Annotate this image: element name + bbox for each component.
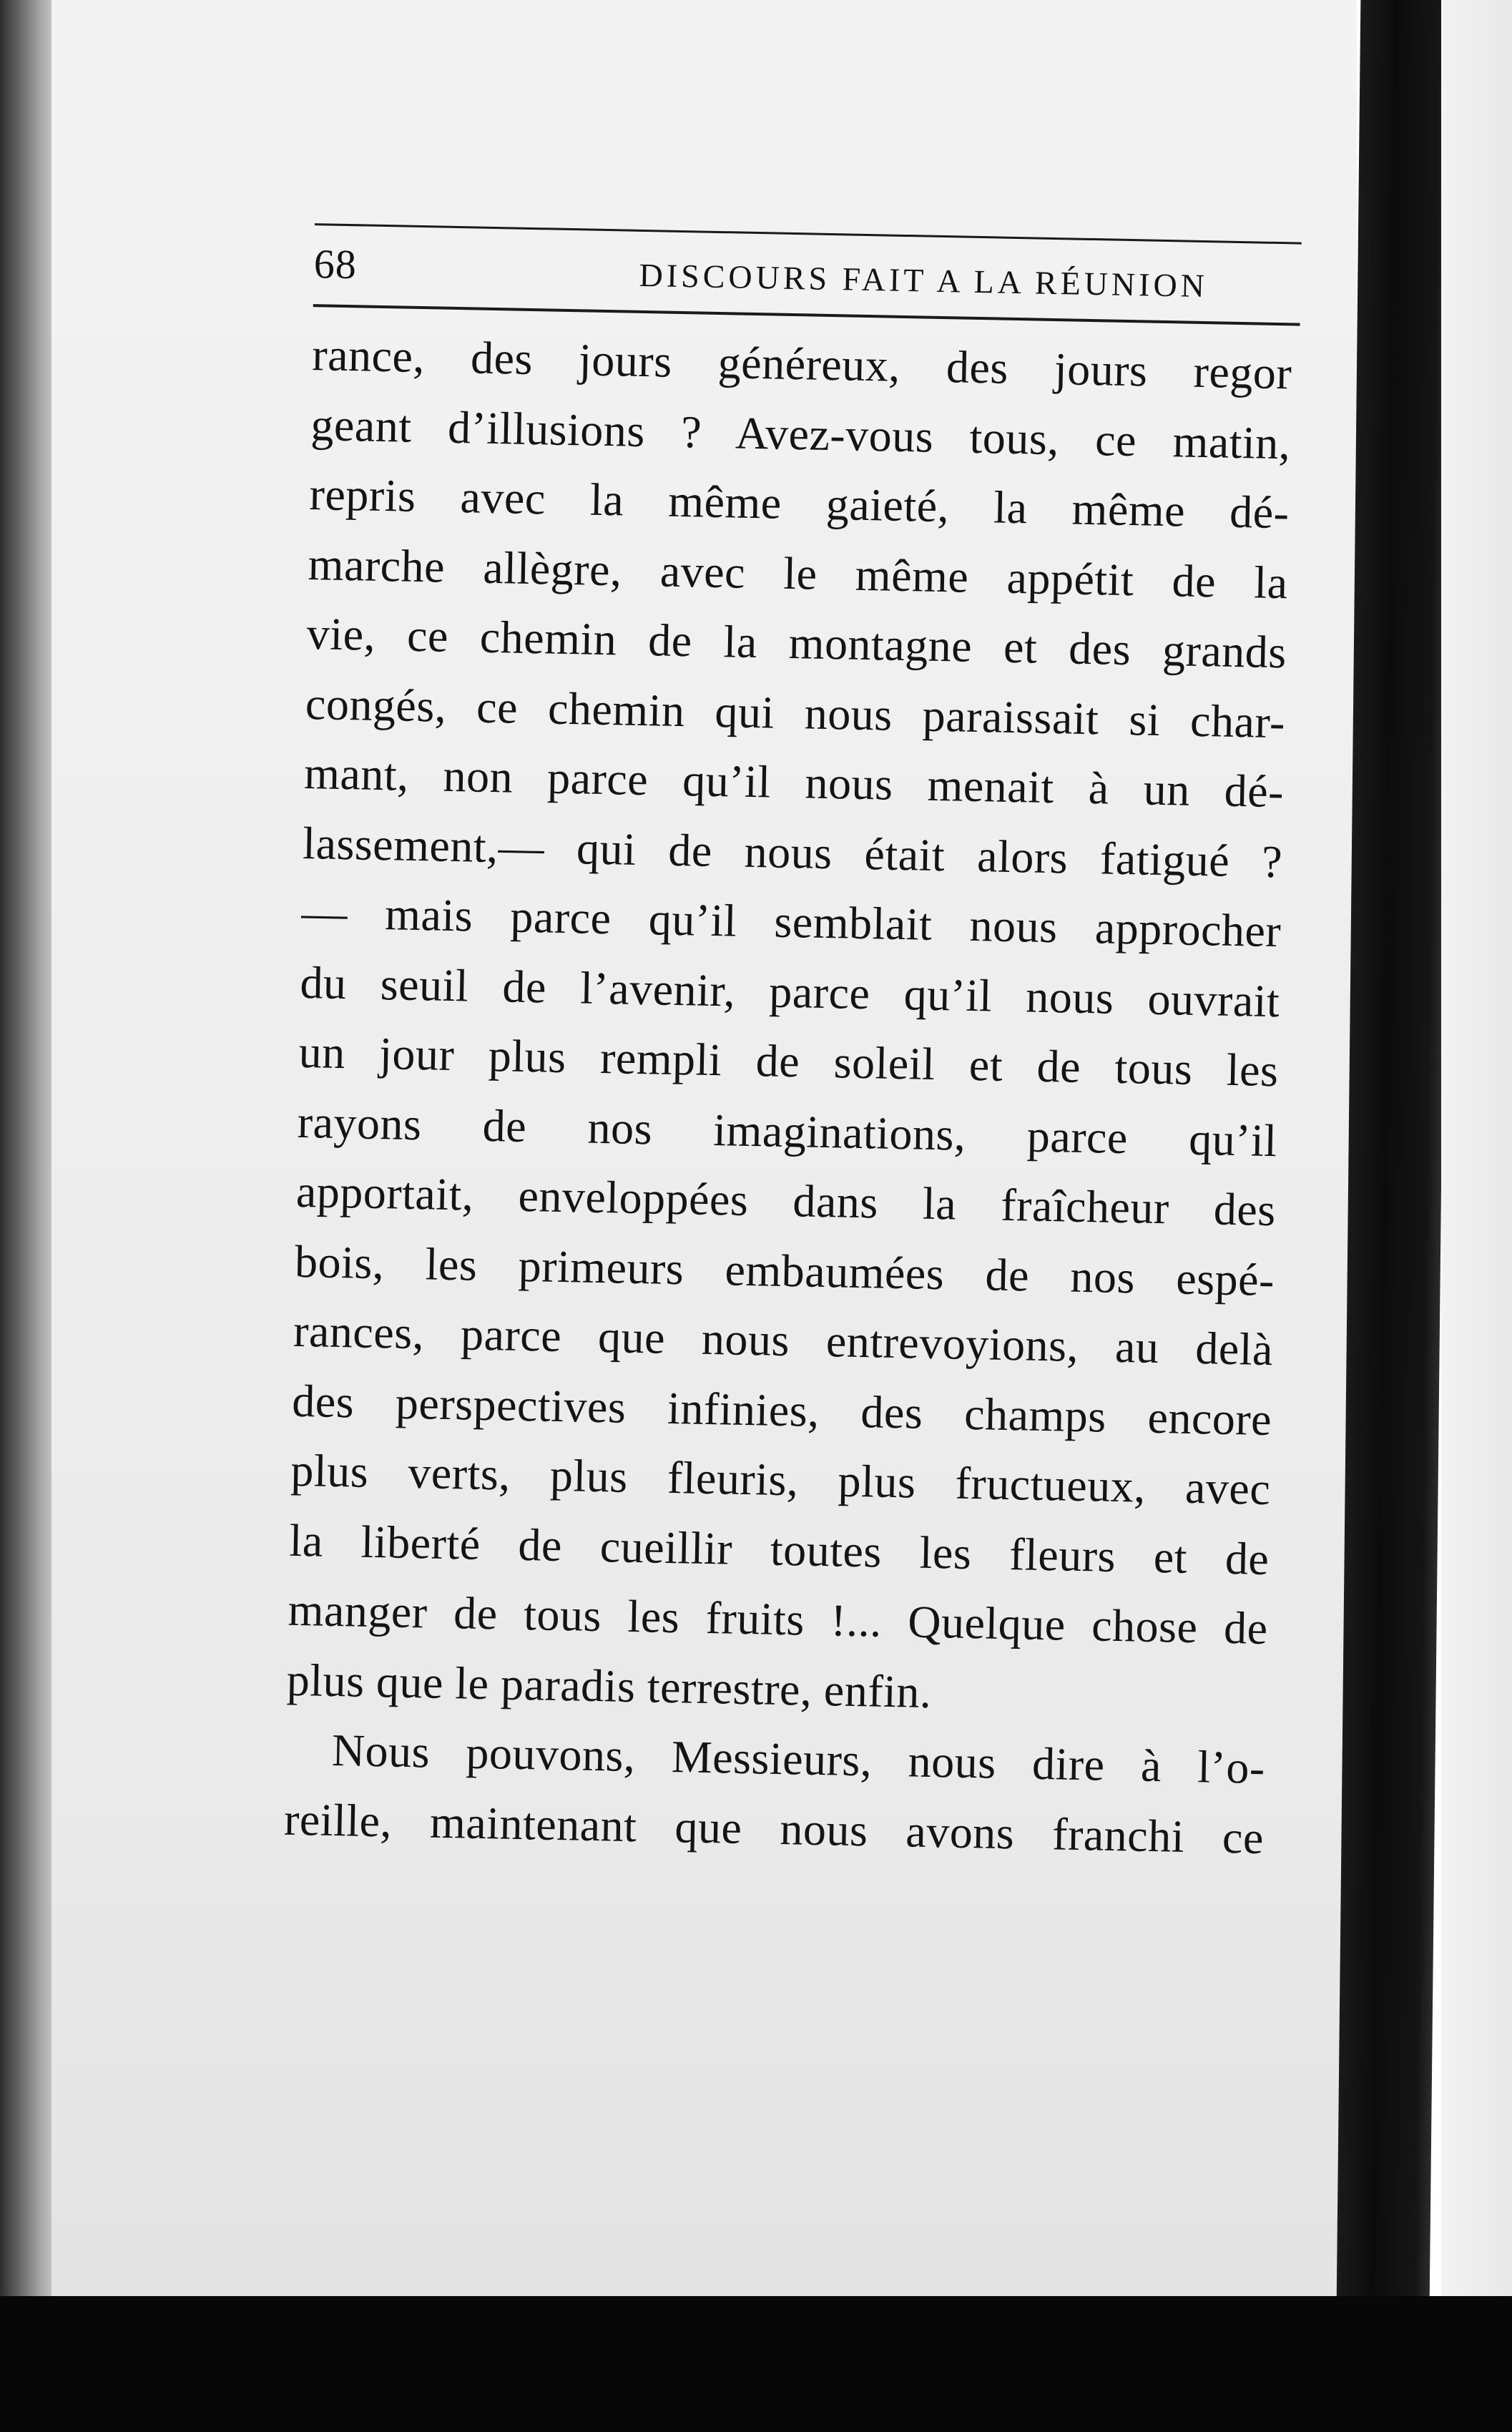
text-line: du seuil de l’avenir, parce qu’il nous ouvrait — [299, 956, 1281, 1026]
text-line: Nous pouvons, Messieurs, nous dire à l’o- — [331, 1724, 1266, 1794]
text-line: plus verts, plus fleuris, plus fructueux, avec — [290, 1444, 1271, 1515]
adjacent-page-edge — [1441, 0, 1512, 2403]
text-line: la liberté de cueillir toutes les fleurs et de — [288, 1514, 1270, 1584]
text-line: des perspectives infinies, des champs encore — [291, 1375, 1272, 1445]
text-line: mant, non parce qu’il nous menait à un dé- — [303, 747, 1285, 818]
text-line: vie, ce chemin de la montagne et des grands — [306, 608, 1287, 678]
text-line: marche allègre, avec le même appétit de la — [308, 538, 1289, 608]
text-line: — mais parce qu’il semblait nous approcher — [300, 886, 1282, 957]
text-line: congés, ce chemin qui nous paraissait si char- — [305, 677, 1286, 747]
page-content — [205, 222, 1294, 1873]
text-line: repris avec la même gaieté, la même dé- — [309, 469, 1290, 539]
text-line: lassement,— qui de nous était alors fatigué ? — [302, 817, 1283, 887]
text-line: plus que le paradis terrestre, enfin. — [286, 1654, 933, 1717]
book-binding-edge — [0, 0, 59, 2318]
scan-bottom-border — [0, 2296, 1512, 2432]
text-line: un jour plus rempli de soleil et de tous les — [298, 1026, 1280, 1097]
body-text — [283, 320, 1292, 1873]
text-line: apportait, enveloppées dans la fraîcheur des — [295, 1165, 1277, 1236]
running-head: DISCOURS FAIT A LA RÉUNION — [639, 256, 1209, 305]
text-line: manger de tous les fruits !... Quelque chose de — [288, 1584, 1269, 1654]
text-line: rance, des jours généreux, des jours regor — [311, 329, 1292, 399]
text-line: reille, maintenant que nous avons franchi ce — [283, 1793, 1265, 1863]
text-line: bois, les primeurs embaumées de nos espé- — [294, 1235, 1275, 1305]
text-line: rances, parce que nous entrevoyions, au delà — [293, 1305, 1274, 1376]
text-line: rayons de nos imaginations, parce qu’il — [297, 1096, 1278, 1166]
text-line: geant d’illusions ? Avez-vous tous, ce matin, — [310, 398, 1292, 469]
page-number: 68 — [313, 240, 358, 288]
